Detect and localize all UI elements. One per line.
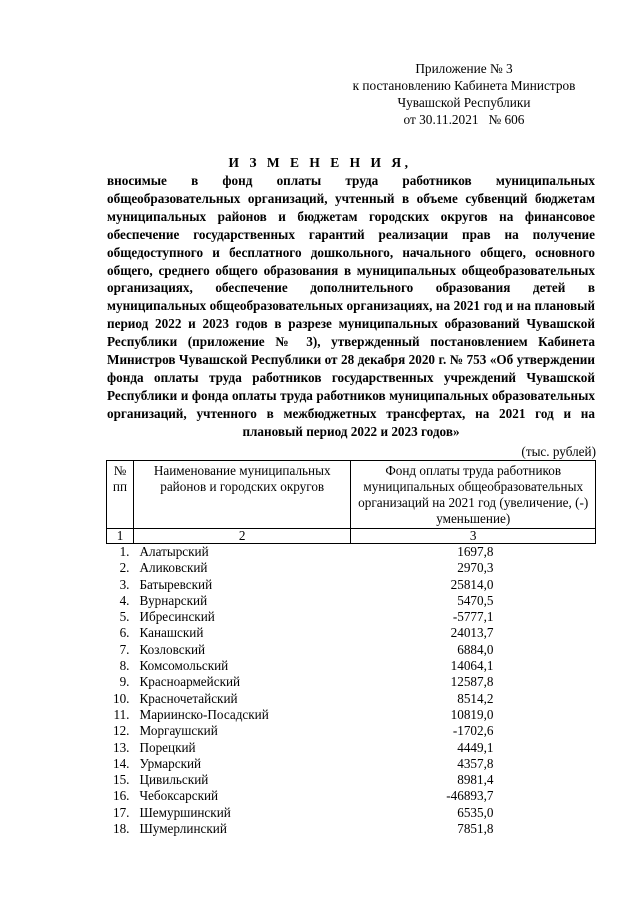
row-number: 14. xyxy=(112,755,130,771)
row-municipality: Козловский xyxy=(139,641,206,657)
table-row xyxy=(107,544,596,561)
row-municipality: Урмарский xyxy=(139,755,202,771)
row-value: -1702,6 xyxy=(452,723,494,739)
table-row xyxy=(107,609,596,625)
row-value: 7851,8 xyxy=(457,821,494,837)
row-value: 4357,8 xyxy=(457,755,494,771)
table-row xyxy=(107,691,596,707)
table-row xyxy=(107,674,596,690)
row-municipality: Мариинско-Посадский xyxy=(139,706,269,722)
row-value: 1697,8 xyxy=(457,544,494,559)
table-row xyxy=(107,723,596,739)
row-value: 24013,7 xyxy=(450,625,494,641)
units-label: (тыс. рублей) xyxy=(521,444,596,459)
appendix-line-2: к постановлению Кабинета Министров xyxy=(352,78,576,93)
row-number: 3. xyxy=(119,576,130,592)
document-title: И З М Е Н Е Н И Я, xyxy=(228,155,412,170)
row-municipality: Ибресинский xyxy=(139,609,215,625)
row-number: 2. xyxy=(119,560,130,576)
changes-table xyxy=(106,460,596,837)
table-row xyxy=(107,756,596,772)
row-number: 16. xyxy=(112,788,130,804)
header-fund: Фонд оплаты труда работников муниципальных общеобразовательных организаций на 2021 год (увеличение, (-) уменьшение) xyxy=(351,461,596,529)
row-value: -5777,1 xyxy=(452,609,494,625)
row-municipality: Батыревский xyxy=(139,576,213,592)
appendix-line-3: Чувашской Республики xyxy=(397,95,531,110)
table-row xyxy=(107,560,596,576)
table-row xyxy=(107,772,596,788)
table-row xyxy=(107,593,596,609)
row-municipality: Шумерлинский xyxy=(139,821,227,837)
row-value: 10819,0 xyxy=(450,706,494,722)
row-municipality: Цивильский xyxy=(139,772,209,788)
row-number: 5. xyxy=(119,609,130,625)
document-subtitle: вносимые в фонд оплаты труда работников муниципальных общеобразовательных организаций, учтенный в объеме субвенций бюджетам муниципальных районов и бюджетам городских округов на финансовое обеспечение государственных гарантий реализации прав на получение общедоступного и бесплатного дошкольного, начального общего, основного общего, среднего общего образования в муниципальных общеобразовательных организациях, обеспечение дополнительного образования детей в муниципальных общеобразовательных организациях, на 2021 год и на плановый период 2022 и 2023 годов в разрезе муниципальных образований Чувашской Республики (приложение № 3), утвержденный постановлением Кабинета Министров Чувашской Республики от 28 декабря 2020 г. № 753 «Об утверждении фонда оплаты труда работников государственных учреждений Чувашской Республики и фонда оплаты труда работников муниципальных образовательных организаций, учтенного в межбюджетных трансфертах, на 2021 год и на плановый период 2022 и 2023 годов» xyxy=(107,173,595,439)
row-municipality: Моргаушский xyxy=(139,723,218,739)
index-col-2: 2 xyxy=(133,529,350,544)
table-row xyxy=(107,658,596,674)
row-number: 17. xyxy=(112,804,130,820)
row-value: 8514,2 xyxy=(457,690,494,706)
table-header-row xyxy=(107,461,596,529)
appendix-line-4: от 30.11.2021 № 606 xyxy=(403,112,525,127)
header-number: № пп xyxy=(107,461,134,529)
row-number: 1. xyxy=(119,544,130,559)
row-municipality: Чебоксарский xyxy=(139,788,219,804)
row-value: 8981,4 xyxy=(457,772,494,788)
row-number: 4. xyxy=(119,592,130,608)
row-value: 12587,8 xyxy=(450,674,494,690)
row-number: 6. xyxy=(119,625,130,641)
table-row xyxy=(107,788,596,804)
row-number: 15. xyxy=(112,772,130,788)
row-number: 18. xyxy=(112,821,130,837)
row-number: 12. xyxy=(112,723,130,739)
row-municipality: Комсомольский xyxy=(139,658,229,674)
table-row xyxy=(107,821,596,837)
row-municipality: Алатырский xyxy=(139,544,209,559)
row-municipality: Вурнарский xyxy=(139,592,208,608)
row-number: 9. xyxy=(119,674,130,690)
table-body xyxy=(107,544,596,838)
index-col-3: 3 xyxy=(351,529,596,544)
table-row xyxy=(107,577,596,593)
row-number: 11. xyxy=(113,706,130,722)
appendix-line-1: Приложение № 3 xyxy=(415,61,513,76)
row-municipality: Аликовский xyxy=(139,560,208,576)
row-value: 6535,0 xyxy=(457,804,494,820)
appendix-block xyxy=(330,60,598,128)
row-municipality: Красноармейский xyxy=(139,674,241,690)
row-number: 10. xyxy=(112,690,130,706)
row-municipality: Шемуршинский xyxy=(139,804,231,820)
index-col-1: 1 xyxy=(107,529,134,544)
table-row xyxy=(107,740,596,756)
row-number: 13. xyxy=(112,739,130,755)
table-row xyxy=(107,642,596,658)
table-row xyxy=(107,707,596,723)
row-value: 6884,0 xyxy=(457,641,494,657)
row-municipality: Красночетайский xyxy=(139,690,238,706)
row-municipality: Порецкий xyxy=(139,739,196,755)
table-row xyxy=(107,805,596,821)
row-value: 4449,1 xyxy=(457,739,494,755)
row-value: -46893,7 xyxy=(446,788,494,804)
row-value: 2970,3 xyxy=(457,560,494,576)
row-value: 5470,5 xyxy=(457,592,494,608)
row-value: 14064,1 xyxy=(450,658,494,674)
table-index-row xyxy=(107,529,596,544)
header-municipality: Наименование муниципальных районов и городских округов xyxy=(133,461,350,529)
table-row xyxy=(107,625,596,641)
row-number: 8. xyxy=(119,658,130,674)
row-value: 25814,0 xyxy=(450,576,494,592)
row-number: 7. xyxy=(119,641,130,657)
row-municipality: Канашский xyxy=(139,625,204,641)
